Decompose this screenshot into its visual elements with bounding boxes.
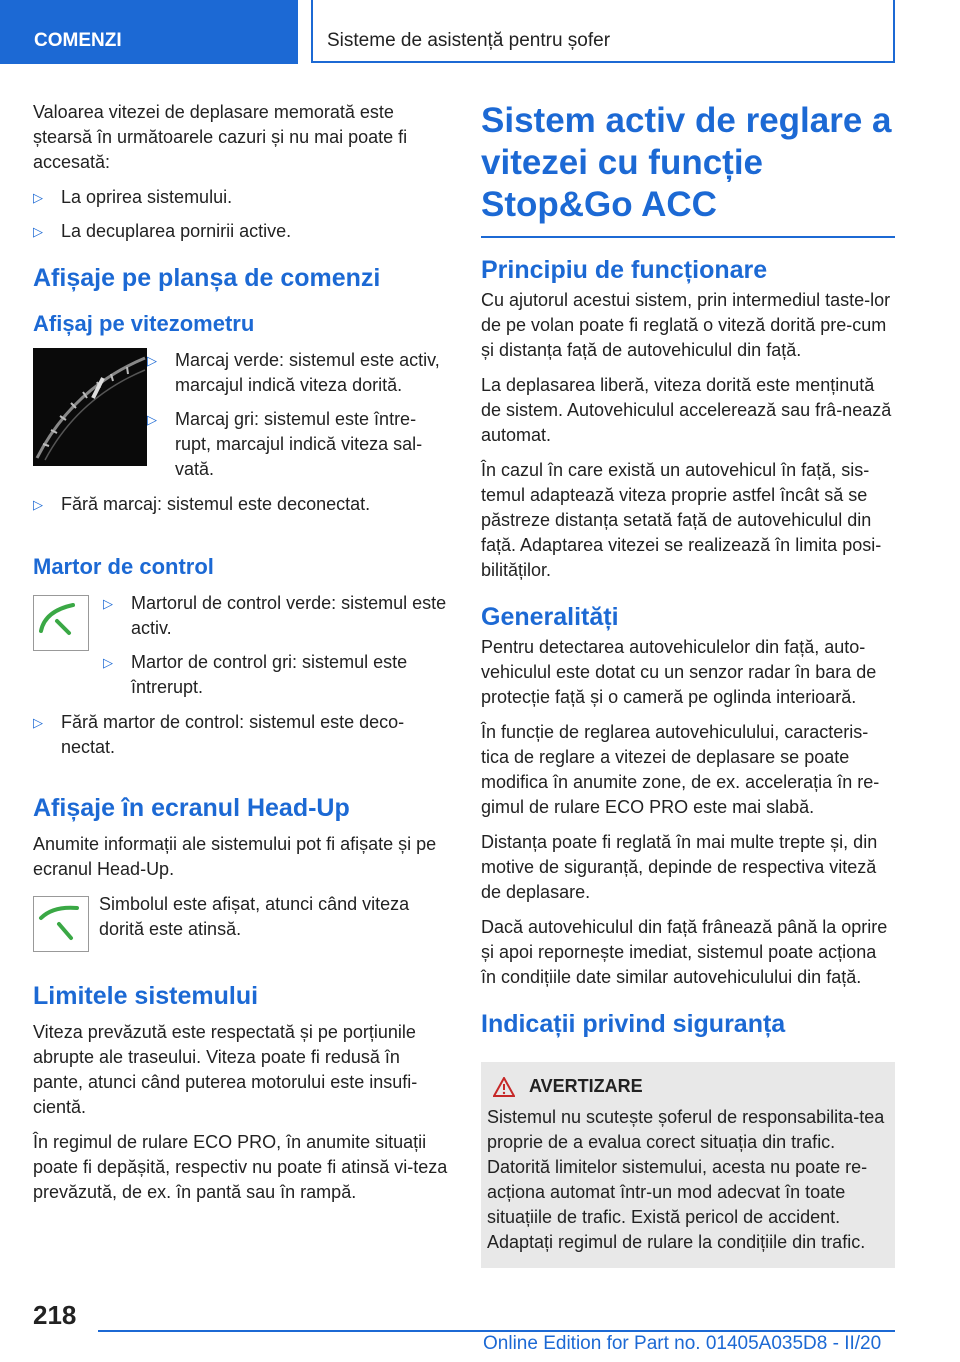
left-column [33, 100, 448, 1215]
heading-lamp: Martor de control [33, 554, 214, 579]
list-item: ▷ Marcaj gri: sistemul este între-rupt, marcajul indică viteza sal-vată. [147, 409, 423, 479]
page-header [0, 0, 960, 66]
arrow-bullet-icon: ▷ [33, 715, 43, 730]
heading-hud: Afișaje în ecranul Head-Up [33, 794, 350, 822]
general-paragraph-4: Dacă autovehiculul din față frânează până la oprire și apoi repornește imediat, sistemul poate acționa în condițiile date similar autovehiculului din față. [481, 917, 888, 987]
arrow-bullet-icon: ▷ [33, 224, 43, 239]
warning-title: AVERTIZARE [529, 1076, 643, 1096]
list-item: ▷ Martorul de control verde: sistemul este activ. [103, 593, 447, 638]
section-tab [0, 0, 298, 64]
list-item: ▷ La decuplarea pornirii active. [33, 219, 448, 244]
list-item: ▷ La oprirea sistemului. [33, 185, 448, 210]
warning-triangle-icon [493, 1077, 515, 1097]
page-title: Sistem activ de reglare a vitezei cu funcție Stop&Go ACC [481, 101, 892, 224]
arrow-bullet-icon: ▷ [103, 655, 113, 670]
section-label: COMENZI [34, 30, 122, 51]
hud-paragraph: Anumite informații ale sistemului pot fi afișate și pe ecranul Head-Up. [33, 834, 437, 879]
principle-paragraph-3: În cazul în care există un autovehicul în față, sis-temul adaptează viteza proprie astfel încât să se păstreze distanța setată față de autovehiculul din față. Adaptarea vitezei se realizează în limita posi-bilităților. [481, 460, 882, 580]
principle-paragraph-1: Cu ajutorul acestui sistem, prin intermediul taste-lor de pe volan poate fi reglată o viteză dorită pre-cum și distanța față de autovehiculul din față. [481, 290, 891, 360]
list-item: ▷ Marcaj verde: sistemul este activ, marcajul indică viteza dorită. [147, 350, 440, 395]
header-title-box [311, 0, 895, 63]
warning-header [493, 1076, 889, 1097]
limits-paragraph-1: Viteza prevăzută este respectată și pe porțiunile abrupte ale traseului. Viteza poate fi redusă în pante, atunci când puterea motorului este insufi-cientă. [33, 1022, 418, 1117]
speedometer-image [33, 348, 147, 466]
hud-figure-row [33, 892, 448, 954]
edition-note: Online Edition for Part no. 01405A035D8 - II/20 [483, 1333, 882, 1354]
general-paragraph-3: Distanța poate fi reglată în mai multe trepte și, din motive de siguranță, depinde de respectiva viteză de deplasare. [481, 832, 878, 902]
hud-acc-symbol-icon [33, 896, 89, 952]
arrow-bullet-icon: ▷ [33, 497, 43, 512]
heading-principle: Principiu de funcționare [481, 256, 768, 284]
lamp-none-list [33, 710, 448, 760]
speedo-none-list [33, 492, 448, 517]
page-number: 218 [33, 1300, 77, 1330]
warning-text: Sistemul nu scutește șoferul de responsabilita-tea proprie de a evalua corect situația din trafic. Datorită limitelor sistemului, acesta nu poate re-acționa automat într-un mod adecvat în toate situațiile de trafic. Există pericol de accident. Adaptați regimul de rulare la condițiile din trafic. [487, 1107, 885, 1252]
general-paragraph-1: Pentru detectarea autovehiculelor din față, auto-vehiculul este dotat cu un senzor radar în bara de protecție față și o cameră pe oglinda interioară. [481, 637, 877, 707]
heading-safety: Indicații privind siguranța [481, 1010, 786, 1038]
speedo-list [147, 348, 448, 482]
right-column [481, 100, 895, 1268]
title-divider [481, 236, 895, 238]
lamp-figure-row [33, 591, 448, 700]
general-paragraph-2: În funcție de reglarea autovehiculului, caracteris-tica de reglare a vitezei de deplasare se poate modifica în anumite zone, de ex. accelerația în re-gimul de rulare ECO PRO este mai slabă. [481, 722, 880, 817]
heading-display: Afișaje pe planșa de comenzi [33, 264, 381, 292]
list-item: ▷ Martor de control gri: sistemul este întrerupt. [103, 652, 408, 697]
intro-paragraph: Valoarea vitezei de deplasare memorată este ștearsă în următoarele cazuri și nu mai poate fi accesată: [33, 102, 408, 172]
limits-paragraph-2: În regimul de rulare ECO PRO, în anumite situații poate fi depășită, respectiv nu poate fi atinsă vi-teza prevăzută, de ex. în pantă sau în rampă. [33, 1132, 448, 1202]
hud-symbol-text: Simbolul este afișat, atunci când viteza dorită este atinsă. [99, 894, 410, 939]
list-item: ▷ Fără marcaj: sistemul este deconectat. [33, 492, 448, 517]
heading-speedo: Afișaj pe vitezometru [33, 311, 255, 336]
header-title: Sisteme de asistență pentru șofer [327, 30, 611, 51]
speedo-figure-row [33, 348, 448, 482]
principle-paragraph-2: La deplasarea liberă, viteza dorită este menținută de sistem. Autovehiculul accelerează sau frâ-nează automat. [481, 375, 892, 445]
heading-limits: Limitele sistemului [33, 982, 259, 1010]
heading-general: Generalități [481, 603, 619, 631]
arrow-bullet-icon: ▷ [33, 190, 43, 205]
arrow-bullet-icon: ▷ [103, 596, 113, 611]
acc-indicator-icon [33, 595, 89, 651]
warning-box [481, 1062, 895, 1268]
footer-divider [98, 1330, 895, 1332]
list-item: ▷ Fără martor de control: sistemul este deco-nectat. [33, 712, 405, 757]
lamp-list [103, 591, 448, 700]
arrow-bullet-icon: ▷ [147, 412, 157, 427]
intro-list [33, 185, 448, 244]
arrow-bullet-icon: ▷ [147, 353, 157, 368]
